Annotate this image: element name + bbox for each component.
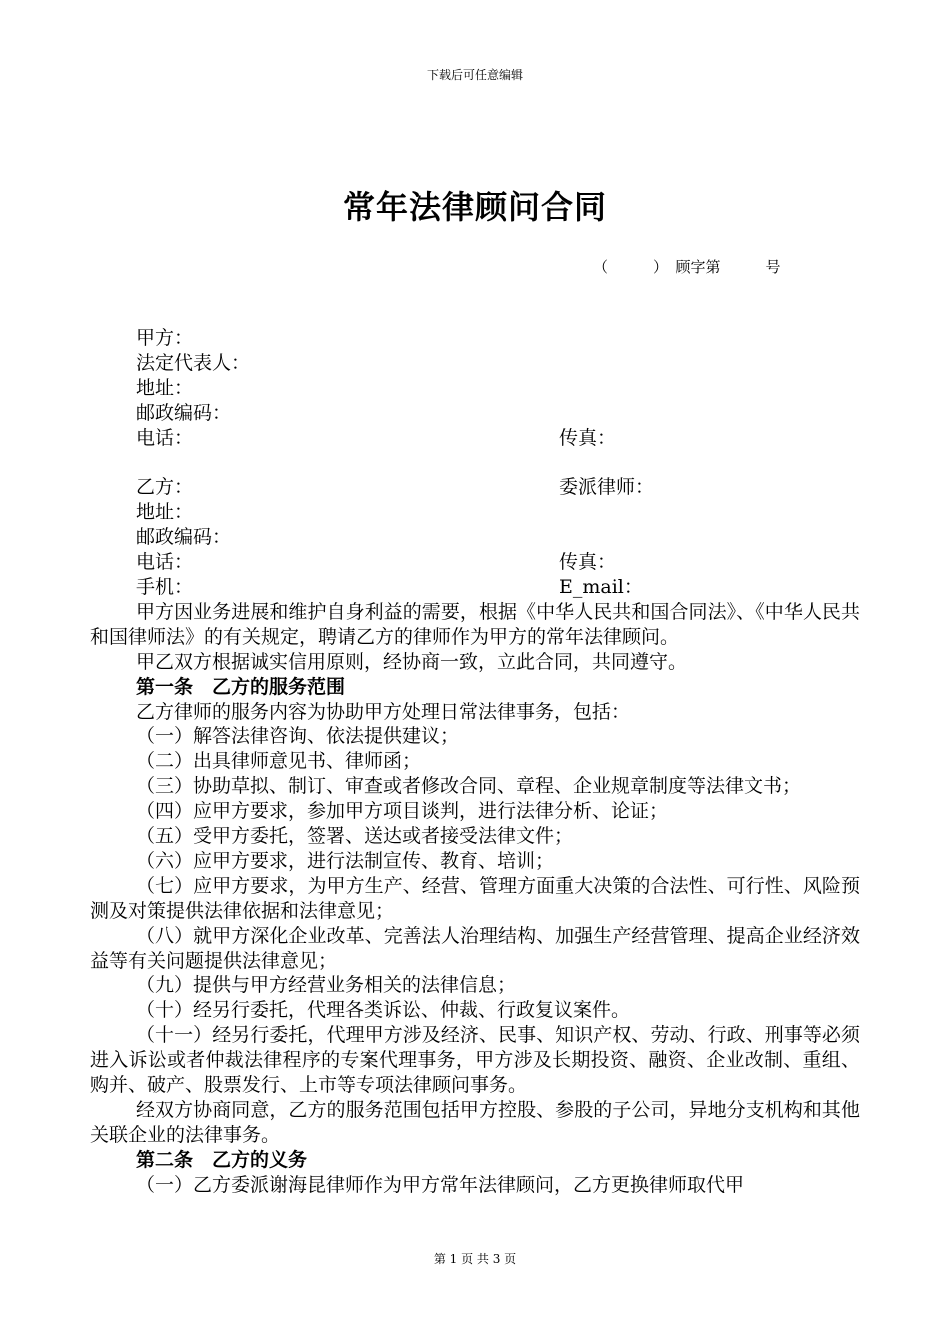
article-1-item: （八）就甲方深化企业改革、完善法人治理结构、加强生产经营管理、提高企业经济效益等有关问题提供法律意见； [90,924,860,972]
article-1-item: （二）出具律师意见书、律师函； [136,750,422,773]
party-b-email: E_mail： [559,576,643,598]
article-1-item: （五）受甲方委托，签署、送达或者接受法律文件； [136,825,574,848]
party-a-representative: 法定代表人： [136,351,251,374]
party-a-phone: 电话： [136,426,194,449]
party-a-fax: 传真： [559,426,617,449]
intro-paragraph: 甲方因业务进展和维护自身利益的需要，根据《中华人民共和国合同法》、《中华人民共和国律师法》的有关规定，聘请乙方的律师作为甲方的常年法律顾问。 [90,600,860,648]
article-1-heading: 第一条 乙方的服务范围 [136,675,346,698]
intro-paragraph: 甲乙双方根据诚实信用原则，经协商一致，立此合同，共同遵守。 [136,650,688,673]
article-1-item: （九）提供与甲方经营业务相关的法律信息； [136,974,517,997]
article-1-item: （六）应甲方要求，进行法制宣传、教育、培训； [136,849,555,872]
article-2-heading: 第二条 乙方的义务 [136,1148,308,1171]
document-title: 常年法律顾问合同 [342,188,607,226]
party-b-postcode: 邮政编码： [136,526,232,549]
contract-body [90,326,860,1198]
party-b-mobile: 手机： [136,576,194,598]
party-a-label: 甲方： [136,327,194,349]
article-1-item: （七）应甲方要求，为甲方生产、经营、管理方面重大决策的合法性、可行性、风险预测及对策提供法律依据和法律意见； [90,874,860,922]
party-b-phone: 电话： [136,551,194,574]
article-1-closing: 经双方协商同意，乙方的服务范围包括甲方控股、参股的子公司，异地分支机构和其他关联企业的法律事务。 [90,1099,860,1146]
header-note: 下载后可任意编辑 [426,68,523,82]
party-b-fax: 传真： [559,551,617,574]
party-b-mobile-row [90,575,860,600]
article-1-lead: 乙方律师的服务内容为协助甲方处理日常法律事务，包括： [136,700,631,723]
page-footer: 第 1 页 共 3 页 [433,1252,517,1266]
article-2-item: （一）乙方委派谢海昆律师作为甲方常年法律顾问，乙方更换律师取代甲 [136,1173,745,1196]
party-a-address: 地址： [136,376,194,399]
article-1-item: （十一）经另行委托，代理甲方涉及经济、民事、知识产权、劳动、行政、刑事等必须进入诉讼或者仲裁法律程序的专案代理事务，甲方涉及长期投资、融资、企业改制、重组、购并、破产、股票发行、上市等专项法律顾问事务。 [90,1024,860,1097]
party-b-contact-row [90,550,860,575]
document-number: （ ） 顾字第 号 [593,258,781,276]
party-b-row [90,475,860,500]
article-1-item: （一）解答法律咨询、依法提供建议； [136,725,460,748]
article-1-item: （四）应甲方要求，参加甲方项目谈判，进行法律分析、论证； [136,800,669,823]
party-b-label: 乙方： [136,476,194,499]
party-b-address: 地址： [136,501,194,524]
party-a-postcode: 邮政编码： [136,401,232,424]
article-1-item: （三）协助草拟、制订、审查或者修改合同、章程、企业规章制度等法律文书； [136,775,802,798]
party-a-contact-row [90,426,860,451]
party-b-lawyer: 委派律师： [559,476,655,499]
spacer [90,451,860,476]
article-1-item: （十）经另行委托，代理各类诉讼、仲裁、行政复议案件。 [136,999,631,1022]
